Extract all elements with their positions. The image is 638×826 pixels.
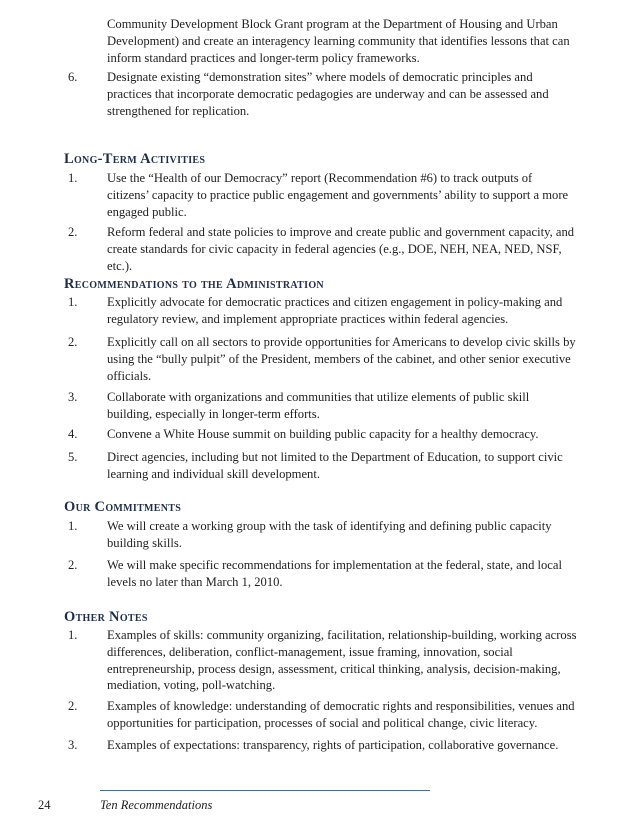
- item-number: 5.: [68, 450, 78, 464]
- item-number: 3.: [68, 390, 78, 404]
- item-number: 4.: [68, 427, 78, 441]
- section-heading-other-notes: Other Notes: [64, 609, 148, 625]
- item-text: Explicitly call on all sectors to provide opportunities for Americans to develop civic skills by using the “bully pulpit” of the President, members of the cabinet, and other senior executive officials.: [107, 335, 576, 383]
- item-number: 6.: [68, 70, 78, 84]
- item-number: 2.: [68, 335, 78, 349]
- item-text: Examples of knowledge: understanding of democratic rights and responsibilities, venues and opportunities for participation, processes of social and political change, civic literacy.: [107, 699, 575, 730]
- item-number: 3.: [68, 738, 78, 752]
- item-text: Reform federal and state policies to improve and create public and government capacity, and create standards for civic capacity in federal agencies (e.g., DOE, NEH, NEA, NED, NSF, etc.).: [107, 225, 575, 273]
- item-number: 2.: [68, 699, 78, 713]
- footer-title: Ten Recommendations: [100, 798, 213, 812]
- item-number: 2.: [68, 225, 78, 239]
- item-number: 1.: [68, 628, 78, 642]
- section-heading-our-commitments: Our Commitments: [64, 499, 182, 515]
- item-text: Examples of expectations: transparency, rights of participation, collaborative governance.: [107, 738, 559, 752]
- footer-rule: [100, 790, 430, 791]
- item-number: 2.: [68, 558, 78, 572]
- item-number: 1.: [68, 295, 78, 309]
- section-heading-recommendations-administration: Recommendations to the Administration: [64, 276, 324, 292]
- page-number: 24: [38, 798, 51, 812]
- item-number: 1.: [68, 519, 78, 533]
- item-text: Collaborate with organizations and communities that utilize elements of public skill building, especially in longer-term efforts.: [107, 390, 530, 421]
- item-text: Convene a White House summit on building public capacity for a healthy democracy.: [107, 427, 539, 441]
- item-text: We will make specific recommendations for implementation at the federal, state, and local levels no later than March 1, 2010.: [107, 558, 562, 589]
- item-text: Explicitly advocate for democratic practices and citizen engagement in policy-making and regulatory review, and implement appropriate practices within federal agencies.: [107, 295, 563, 326]
- item-text: Use the “Health of our Democracy” report (Recommendation #6) to track outputs of citizens’ capacity to practice public engagement and governments’ ability to support a more engaged public.: [107, 171, 569, 219]
- continuation-paragraph: Community Development Block Grant program at the Department of Housing and Urban Development) and create an interagency learning community that identifies lessons that can inform standard practices and longer-term policy frameworks.: [107, 17, 570, 65]
- section-heading-long-term-activities: Long-Term Activities: [64, 151, 206, 167]
- item-text: Direct agencies, including but not limited to the Department of Education, to support civic learning and individual skill development.: [107, 450, 563, 481]
- item-number: 1.: [68, 171, 78, 185]
- item-text: Examples of skills: community organizing, facilitation, relationship-building, working across differences, deliberation, conflict-management, issue framing, innovation, social entrepreneurship, process design, assessment, critical thinking, analysis, decision-making, mediation, voting, poll-watching.: [107, 628, 577, 693]
- item-text: Designate existing “demonstration sites” where models of democratic principles and practices that incorporate democratic pedagogies are underway and can be assessed and strengthened for replication.: [107, 70, 549, 118]
- item-text: We will create a working group with the task of identifying and defining public capacity building skills.: [107, 519, 552, 550]
